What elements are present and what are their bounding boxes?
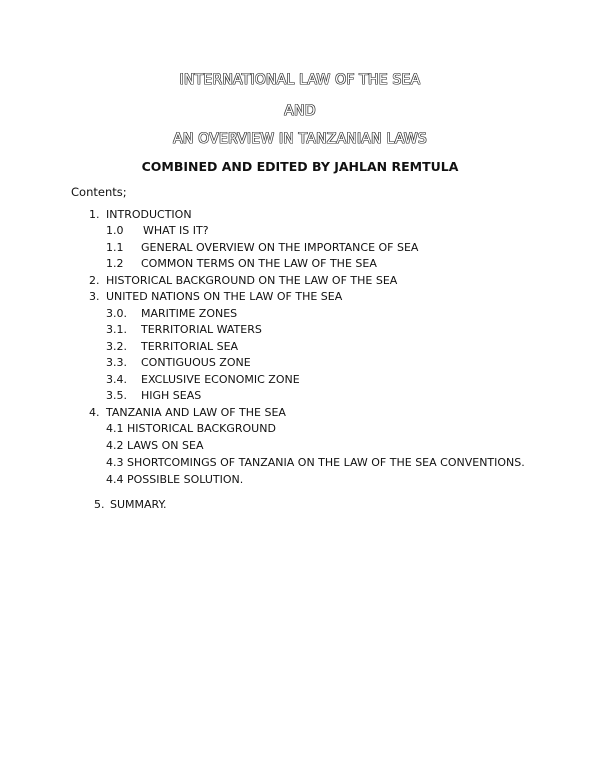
toc-number: 1.2 <box>106 257 124 270</box>
toc-text: COMMON TERMS ON THE LAW OF THE SEA <box>141 257 377 270</box>
toc-text: HISTORICAL BACKGROUND ON THE LAW OF THE SEA <box>106 274 398 287</box>
toc-text: CONTIGUOUS ZONE <box>141 356 251 369</box>
toc-text: INTRODUCTION <box>106 208 192 221</box>
toc-text: WHAT IS IT? <box>143 224 209 237</box>
toc-text: MARITIME ZONES <box>141 307 238 320</box>
toc-number: 1. <box>89 208 100 221</box>
toc-text: HIGH SEAS <box>141 389 202 402</box>
toc-number: 2. <box>89 274 100 287</box>
toc-number: 3. <box>89 290 100 303</box>
toc-text: 4.2 LAWS ON SEA <box>106 439 204 452</box>
contents-label: Contents; <box>71 185 127 199</box>
document-title-line-3: AN OVERVIEW IN TANZANIAN LAWS <box>173 131 427 147</box>
toc-text: TERRITORIAL WATERS <box>141 323 262 336</box>
toc-text: GENERAL OVERVIEW ON THE IMPORTANCE OF SEA <box>141 241 419 254</box>
toc-text: EXCLUSIVE ECONOMIC ZONE <box>141 373 300 386</box>
toc-number: 4. <box>89 406 100 419</box>
document-title-line-1: INTERNATIONAL LAW OF THE SEA <box>179 72 421 88</box>
toc-text: TANZANIA AND LAW OF THE SEA <box>106 406 286 419</box>
toc-number: 5. <box>94 498 105 511</box>
toc-text: SUMMARY. <box>110 498 167 511</box>
toc-text: 4.1 HISTORICAL BACKGROUND <box>106 422 276 435</box>
document-subtitle: COMBINED AND EDITED BY JAHLAN REMTULA <box>141 159 459 174</box>
toc-text: 4.4 POSSIBLE SOLUTION. <box>106 473 244 486</box>
toc-number: 3.1. <box>106 323 127 336</box>
toc-number: 3.0. <box>106 307 127 320</box>
toc-text: 4.3 SHORTCOMINGS OF TANZANIA ON THE LAW OF THE SEA CONVENTIONS. <box>106 456 525 469</box>
toc-number: 3.3. <box>106 356 127 369</box>
toc-number: 1.1 <box>106 241 124 254</box>
toc-number: 3.2. <box>106 340 127 353</box>
toc-number: 3.4. <box>106 373 127 386</box>
toc-text: TERRITORIAL SEA <box>141 340 239 353</box>
toc-text: UNITED NATIONS ON THE LAW OF THE SEA <box>106 290 343 303</box>
document-title-line-2: AND <box>284 103 316 119</box>
toc-number: 1.0 <box>106 224 124 237</box>
toc-number: 3.5. <box>106 389 127 402</box>
